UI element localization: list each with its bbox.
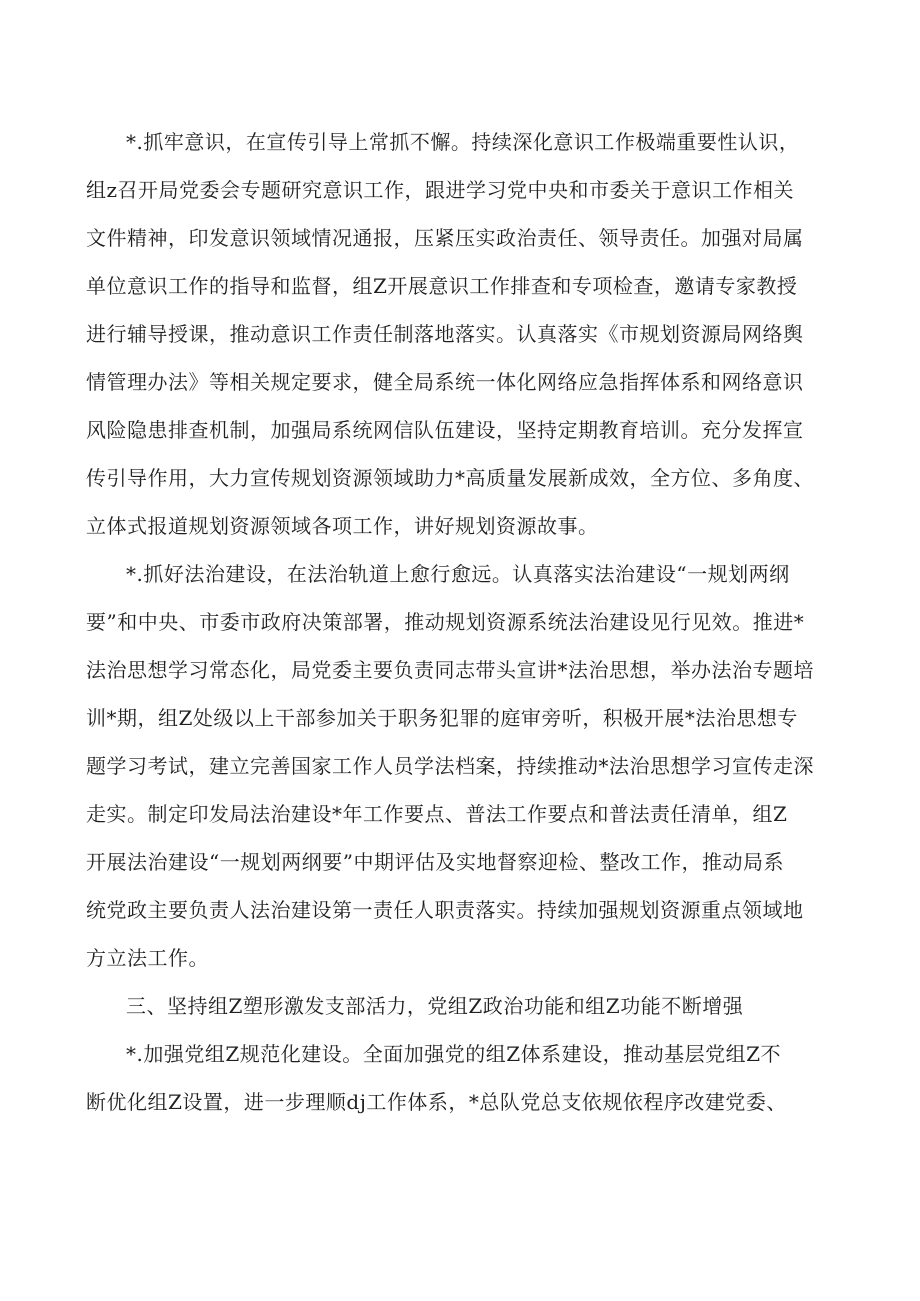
paragraph-1-line-5: 进行辅导授课，推动意识工作责任制落地落实。认真落实《市规划资源局网络舆 <box>86 322 804 346</box>
paragraph-2-line-5: 题学习考试，建立完善国家工作人员学法档案，持续推动*法治思想学习宣传走深 <box>86 754 814 778</box>
paragraph-1-line-2: 组z召开局党委会专题研究意识工作，跟进学习党中央和市委关于意识工作相关 <box>86 178 795 202</box>
paragraph-2-line-4: 训*期，组Z处级以上干部参加关于职务犯罪的庭审旁听，积极开展*法治思想专 <box>86 706 798 730</box>
paragraph-1-line-9: 立体式报道规划资源领域各项工作，讲好规划资源故事。 <box>86 514 599 538</box>
paragraph-2-line-2: 要”和中央、市委市政府决策部署，推动规划资源系统法治建设见行见效。推进* <box>86 610 805 634</box>
paragraph-3-line-2: 断优化组Z设置，进一步理顺dj工作体系，*总队党总支依规依程序改建党委、 <box>86 1090 787 1114</box>
paragraph-2-line-8: 统党政主要负责人法治建设第一责任人职责落实。持续加强规划资源重点领域地 <box>86 898 804 922</box>
paragraph-2-line-7: 开展法治建设“一规划两纲要”中期评估及实地督察迎检、整改工作，推动局系 <box>86 850 784 874</box>
paragraph-1-line-7: 风险隐患排查机制，加强局系统网信队伍建设，坚持定期教育培训。充分发挥宣 <box>86 418 804 442</box>
section-heading-3: 三、坚持组Z塑形激发支部活力，党组Z政治功能和组Z功能不断增强 <box>126 994 744 1018</box>
paragraph-2-line-3: 法治思想学习常态化，局党委主要负责同志带头宣讲*法治思想，举办法治专题培 <box>86 658 814 682</box>
paragraph-2-line-6: 走实。制定印发局法治建设*年工作要点、普法工作要点和普法责任清单，组Z <box>86 802 788 826</box>
paragraph-1-line-6: 情管理办法》等相关规定要求，健全局系统一体化网络应急指挥体系和网络意识 <box>86 370 804 394</box>
paragraph-2-line-1: *.抓好法治建设，在法治轨道上愈行愈远。认真落实法治建设“一规划两纲 <box>126 562 790 586</box>
paragraph-3-line-1: *.加强党组Z规范化建设。全面加强党的组Z体系建设，推动基层党组Z不 <box>126 1042 782 1066</box>
document-body <box>86 118 846 1126</box>
paragraph-1-line-8: 传引导作用，大力宣传规划资源领域助力*高质量发展新成效，全方位、多角度、 <box>86 466 814 490</box>
paragraph-2-line-9: 方立法工作。 <box>86 946 209 970</box>
paragraph-1-line-3: 文件精神，印发意识领域情况通报，压紧压实政治责任、领导责任。加强对局属 <box>86 226 804 250</box>
paragraph-1-line-1: *.抓牢意识，在宣传引导上常抓不懈。持续深化意识工作极端重要性认识， <box>126 130 800 154</box>
paragraph-1-line-4: 单位意识工作的指导和监督，组Z开展意识工作排查和专项检查，邀请专家教授 <box>86 274 798 298</box>
